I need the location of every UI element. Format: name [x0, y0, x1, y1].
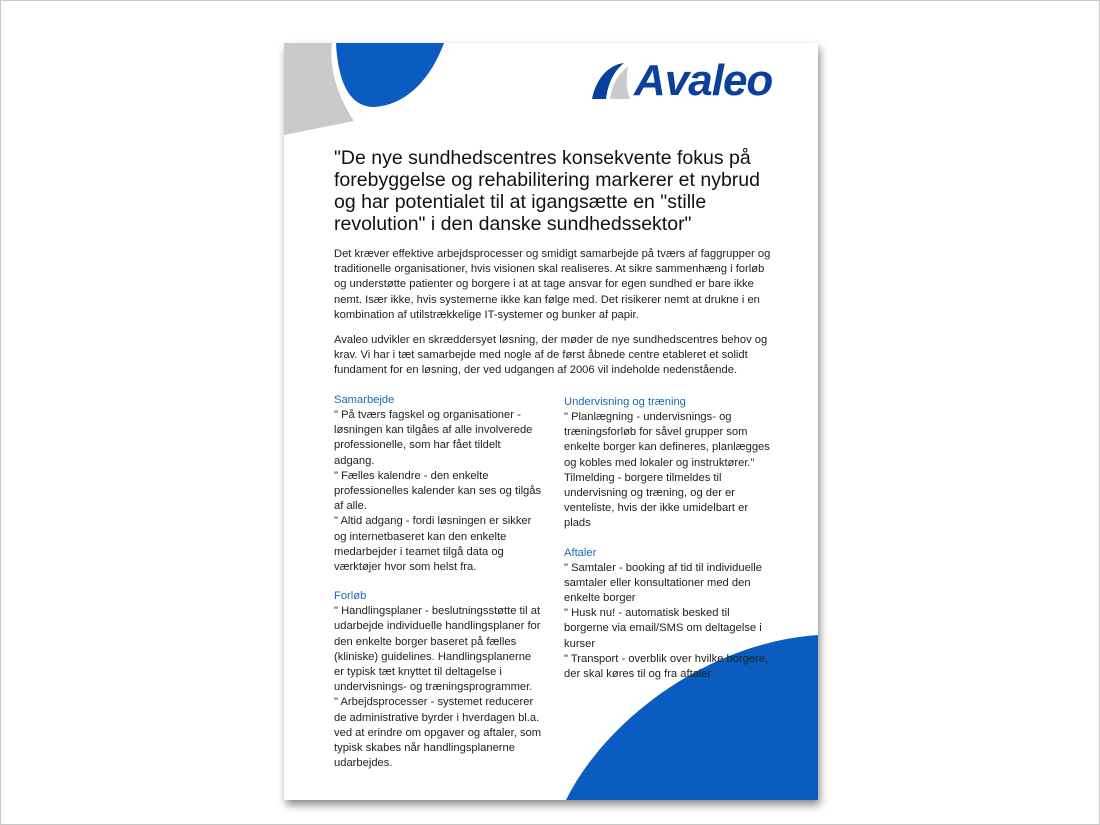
section-title: Forløb: [334, 590, 367, 603]
list-item: " Altid adgang - fordi løsningen er sikker og internetbaseret kan den enkelte medarbejder i teamet tilgå data og værktøjer hvor som helst fra.: [334, 515, 532, 574]
document-page: [284, 43, 818, 800]
list-item: " Fælles kalendre - den enkelte professionelles kalender kan ses og tilgås af alle.: [334, 469, 542, 513]
list-item: " Samtaler - booking af tid til individuelle samtaler eller konsultationer med den enkelte borger: [564, 561, 762, 605]
top-blue-swoosh: [336, 43, 444, 107]
list-item: " På tværs fagskel og organisationer - løsningen kan tilgåes af alle involverede professionelle, som har fået tildelt adgang.: [334, 409, 533, 467]
list-item: " Arbejdsprocesser - systemet reducerer de administrative byrder i hverdagen bl.a. ved at erindre om opgaver og aftaler, som typisk skabes når handlingsplanerne udarbejdes.: [334, 696, 542, 770]
headline-quote: "De nye sundhedscentres konsekvente fokus på forebyggelse og rehabilitering markerer et nybrud og har potentialet til at igangsætte en "stille revolution" i den danske sundhedssektor": [334, 147, 760, 235]
section-title: Samarbejde: [334, 394, 395, 406]
section-title: Aftaler: [564, 546, 597, 559]
avaleo-paragraph: Avaleo udvikler en skræddersyet løsning, der møder de nye sundhedscentres behov og krav. Vi har i tæt samarbejde med nogle af de først åbnede centre etableret et solidt fundament for en løsning, der ved udgangen af 2006 vil indeholde nedenstående.: [334, 334, 768, 377]
list-item: " Handlingsplaner - beslutningsstøtte til at udarbejde individuelle handlingsplaner for den enkelte borger baseret på fælles (kliniske) guidelines. Handlingsplanerne er typisk tæt knyttet til deltagelse i undervisnings- og træningsprogrammer.: [334, 605, 541, 694]
list-item: " Husk nu! - automatisk besked til borgerne via email/SMS om deltagelse i kurser: [564, 607, 762, 650]
right-column: [564, 395, 774, 696]
section-forloeb: [334, 589, 544, 771]
section-aftaler: [564, 546, 774, 683]
section-samarbejde: [334, 393, 544, 575]
list-item: " Transport - overblik over hvilke borgere, der skal køres til og fra aftaler: [564, 652, 769, 681]
avaleo-logo: [590, 56, 806, 105]
section-undervisning: [564, 395, 774, 532]
left-column: [334, 393, 544, 785]
section-title: Undervisning og træning: [564, 396, 686, 408]
intro-paragraph: Det kræver effektive arbejdsprocesser og smidigt samarbejde på tværs af faggrupper og traditionelle organisationer, hvis visionen skal realiseres. At sikre sammenhæng i forløb og understøtte patienter og borgere i at at tage ansvar for egen sundhed er bare ikke nemt. Især ikke, hvis systemerne ikke kan følge med. Det risikerer nemt at drukne i en kombination af utilstrækkelige IT-systemer og bunker af papir.: [334, 248, 771, 321]
list-item: " Planlægning - undervisnings- og træningsforløb for såvel grupper som enkelte borger kan defineres, planlægges og kobles med lokaler og instruktører." Tilmelding - borgere tilmeldes til undervisning og træning, og der er venteliste, hvis der ikke umidelbart er plads: [564, 411, 770, 530]
logo-wordmark: Avaleo: [634, 56, 773, 105]
